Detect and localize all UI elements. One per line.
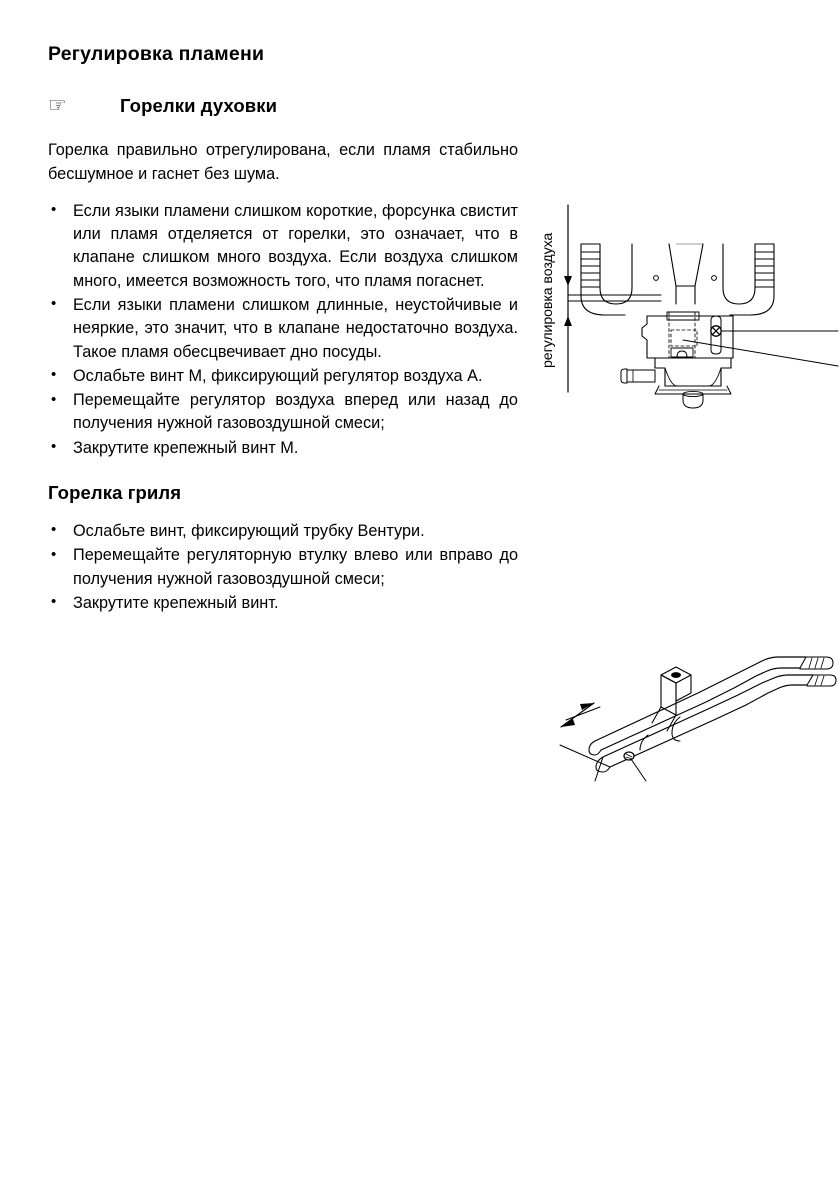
list-item: • Если языки пламени слишком короткие, форсунка свистит или пламя отделяется от горелки, это означает, что в клапане слишком много воздуха. Если воздуха слишком много, имеется возможность того, что пламя погаснет.: [48, 200, 518, 293]
list-item: • Закрутите крепежный винт.: [48, 592, 518, 615]
oven-intro-paragraph: Горелка правильно отрегулирована, если пламя стабильно бесшумное и гаснет без шума.: [48, 141, 518, 183]
oven-instruction-list: [48, 200, 518, 460]
list-item: • Перемещайте регулятор воздуха вперед или назад до получения нужной газовоздушной смеси;: [48, 389, 518, 436]
pointing-hand-icon: ☞: [48, 92, 67, 117]
list-item: • Если языки пламени слишком длинные, неустойчивые и неяркие, это значит, что в клапане недостаточно воздуха. Такое пламя обесцвечивает дно посуды.: [48, 294, 518, 364]
list-item: • Перемещайте регуляторную втулку влево или вправо до получения нужной газовоздушной смеси;: [48, 544, 518, 591]
oven-burner-diagram: [543, 200, 838, 430]
page-title: Регулировка пламени: [48, 43, 265, 65]
oven-section-label: Горелки духовки: [120, 95, 278, 117]
list-item: • Ослабьте винт M, фиксирующий регулятор воздуха A.: [48, 365, 518, 388]
list-item: • Закрутите крепежный винт M.: [48, 437, 518, 460]
oven-section-heading: [48, 92, 518, 117]
grill-section-heading: Горелка гриля: [48, 481, 182, 503]
air-adjustment-label: регулировка воздуха: [540, 232, 556, 368]
text-column: [48, 44, 518, 616]
grill-instruction-list: [48, 520, 518, 615]
list-item: • Ослабьте винт, фиксирующий трубку Вентури.: [48, 520, 518, 543]
grill-burner-diagram: [548, 645, 840, 790]
